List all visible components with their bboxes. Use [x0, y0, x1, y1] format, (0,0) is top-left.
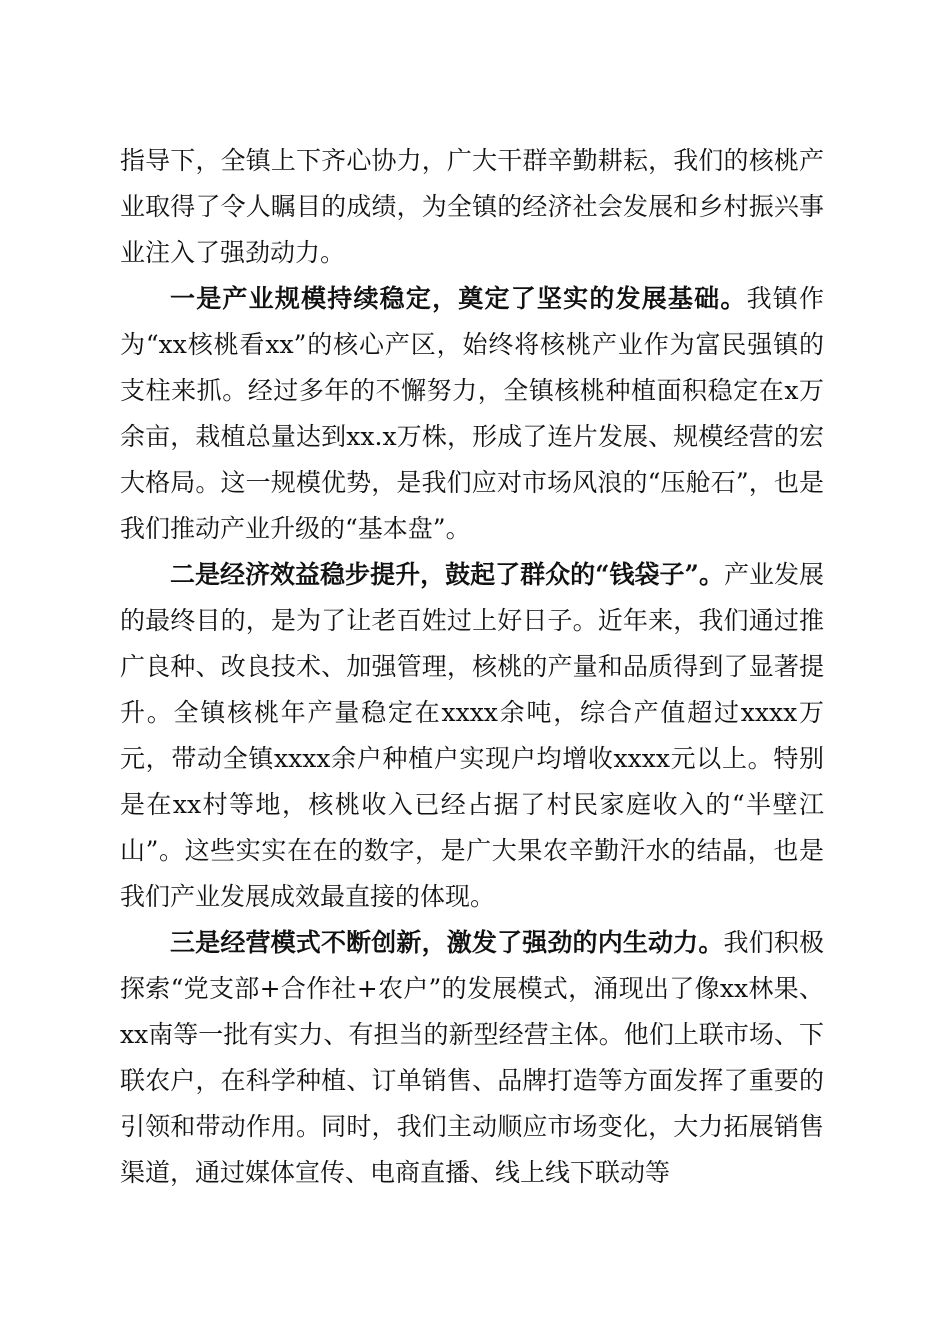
paragraph-lead: 一是产业规模持续稳定，奠定了坚实的发展基础。 [170, 284, 747, 313]
paragraph-text: 指导下，全镇上下齐心协力，广大干群辛勤耕耘，我们的核桃产业取得了令人瞩目的成绩，为全镇的经济社会发展和乡村振兴事业注入了强劲动力。 [120, 146, 824, 267]
paragraph-intro [120, 138, 824, 276]
paragraph-lead: 三是经营模式不断创新，激发了强劲的内生动力。 [170, 928, 724, 957]
paragraph-text: 我镇作为“xx核桃看xx”的核心产区，始终将核桃产业作为富民强镇的支柱来抓。经过多年的不懈努力，全镇核桃种植面积稳定在x万余亩，栽植总量达到xx.x万株，形成了连片发展、规模经营的宏大格局。这一规模优势，是我们应对市场风浪的“压舱石”，也是我们推动产业升级的“基本盘”。 [120, 284, 824, 543]
paragraph-benefits [120, 552, 824, 920]
paragraph-lead: 二是经济效益稳步提升，鼓起了群众的“钱袋子”。 [170, 560, 724, 589]
paragraph-innovation [120, 920, 824, 1196]
paragraph-text: 我们积极探索“党支部+合作社+农户”的发展模式，涌现出了像xx林果、xx南等一批有实力、有担当的新型经营主体。他们上联市场、下联农户，在科学种植、订单销售、品牌打造等方面发挥了重要的引领和带动作用。同时，我们主动顺应市场变化，大力拓展销售渠道，通过媒体宣传、电商直播、线上线下联动等 [120, 928, 824, 1187]
document-body [120, 138, 824, 1196]
paragraph-text: 产业发展的最终目的，是为了让老百姓过上好日子。近年来，我们通过推广良种、改良技术、加强管理，核桃的产量和品质得到了显著提升。全镇核桃年产量稳定在xxxx余吨，综合产值超过xxxx万元，带动全镇xxxx余户种植户实现户均增收xxxx元以上。特别是在xx村等地，核桃收入已经占据了村民家庭收入的“半壁江山”。这些实实在在的数字，是广大果农辛勤汗水的结晶，也是我们产业发展成效最直接的体现。 [120, 560, 824, 911]
paragraph-scale [120, 276, 824, 552]
